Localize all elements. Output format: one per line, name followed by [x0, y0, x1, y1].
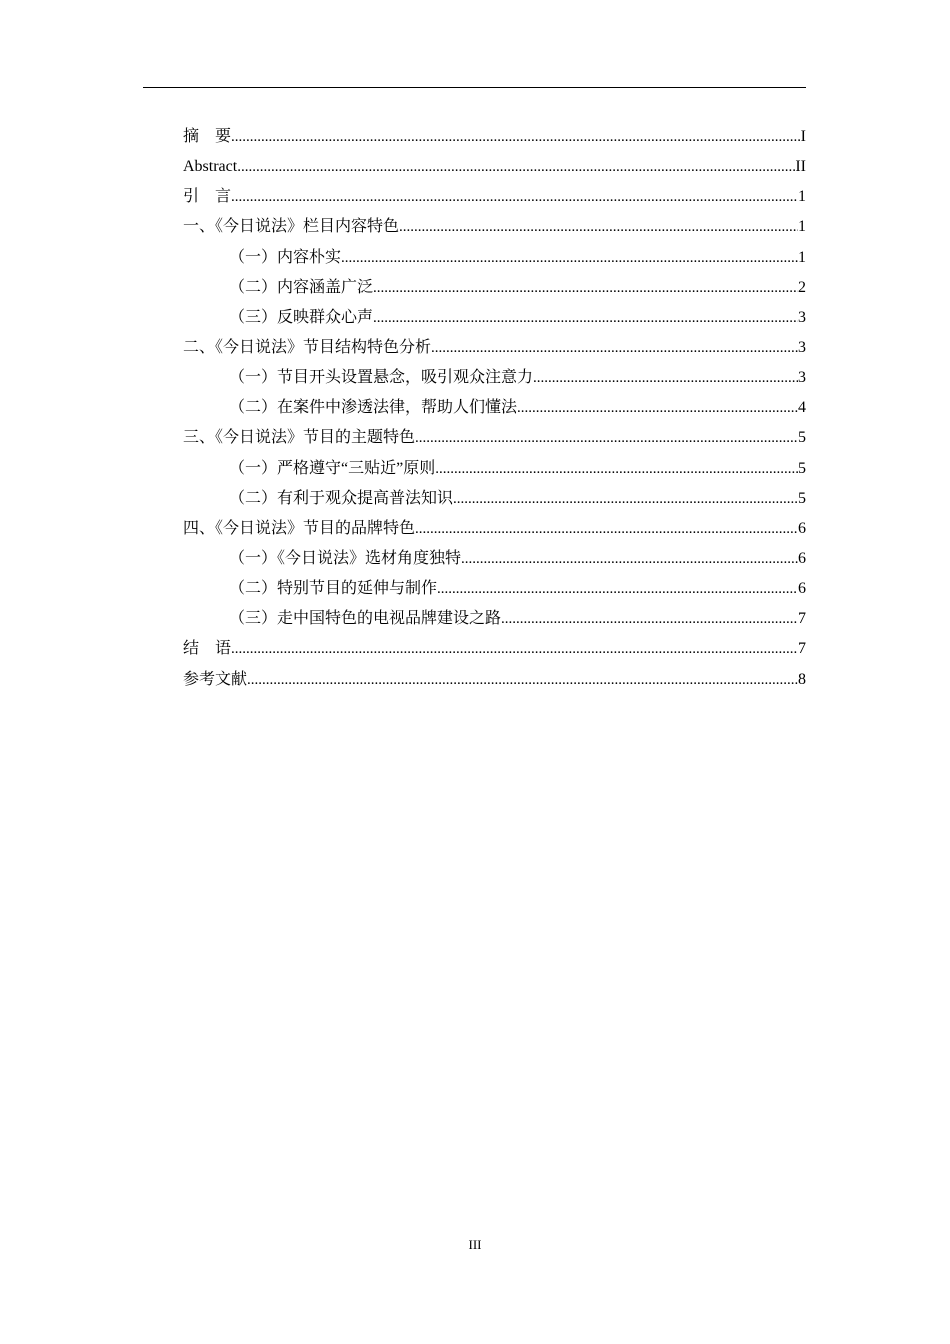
toc-page-number: 1: [798, 248, 806, 266]
toc-page-number: II: [795, 158, 806, 176]
toc-leader-dots: [399, 212, 798, 242]
page-number: III: [468, 1237, 482, 1252]
toc-entry-label: （一）《今日说法》选材角度独特: [229, 549, 462, 567]
toc-entry-label: （一）严格遵守“三贴近”原则: [229, 459, 436, 477]
toc-entry-label: Abstract: [183, 158, 238, 176]
toc-entry-introduction[interactable]: [183, 182, 806, 212]
toc-page-number: 5: [798, 429, 806, 447]
toc-entry-chapter-2[interactable]: [183, 333, 806, 363]
toc-leader-dots: [231, 182, 798, 212]
toc-entry-label: 二、《今日说法》节目结构特色分析: [183, 338, 432, 356]
toc-leader-dots: [231, 634, 798, 664]
toc-entry-label: （三）走中国特色的电视品牌建设之路: [229, 610, 502, 628]
toc-page-number: 2: [798, 278, 806, 296]
toc-entry-chapter-4[interactable]: [183, 514, 806, 544]
toc-page-number: 8: [798, 670, 806, 688]
toc-leader-dots: [415, 423, 798, 453]
toc-entry-label: （三）反映群众心声: [229, 308, 374, 326]
toc-page-number: 1: [798, 218, 806, 236]
toc-entry-references[interactable]: [183, 665, 806, 695]
toc-page-number: 5: [798, 489, 806, 507]
toc-entry-label: 摘 要: [183, 128, 232, 145]
toc-entry-abstract-cn[interactable]: [183, 122, 806, 152]
toc-leader-dots: [435, 454, 798, 484]
toc-leader-dots: [373, 303, 798, 333]
toc-entry-label: 参考文献: [183, 670, 248, 688]
header-rule: [143, 87, 806, 88]
toc-entry-section-2-2[interactable]: [183, 393, 806, 423]
toc-entry-label: 结 语: [183, 640, 232, 658]
table-of-contents: [183, 122, 806, 695]
toc-entry-section-1-3[interactable]: [183, 303, 806, 333]
toc-page-number: 4: [798, 399, 806, 417]
toc-page-number: 6: [798, 519, 806, 537]
toc-entry-conclusion[interactable]: [183, 634, 806, 664]
toc-entry-section-3-2[interactable]: [183, 484, 806, 514]
toc-entry-label: （二）在案件中渗透法律，帮助人们懂法: [229, 399, 518, 417]
toc-leader-dots: [517, 393, 798, 423]
toc-entry-label: 四、《今日说法》节目的品牌特色: [183, 519, 416, 537]
toc-page-number: 1: [798, 188, 806, 206]
toc-leader-dots: [501, 604, 798, 634]
toc-entry-label: 引 言: [183, 188, 232, 206]
toc-page-number: 6: [798, 580, 806, 598]
toc-entry-section-3-1[interactable]: [183, 454, 806, 484]
toc-entry-label: （二）有利于观众提高普法知识: [229, 489, 454, 507]
toc-page-number: 6: [798, 549, 806, 567]
toc-page-number: 5: [798, 459, 806, 477]
toc-entry-section-4-2[interactable]: [183, 574, 806, 604]
toc-entry-label: 一、《今日说法》栏目内容特色: [183, 218, 400, 236]
toc-leader-dots: [247, 665, 798, 695]
toc-page-number: 7: [798, 640, 806, 658]
toc-page-number: 7: [798, 610, 806, 628]
toc-leader-dots: [373, 273, 798, 303]
toc-entry-section-2-1[interactable]: [183, 363, 806, 393]
toc-leader-dots: [237, 152, 795, 182]
toc-leader-dots: [461, 544, 798, 574]
toc-entry-label: （一）内容朴实: [229, 248, 342, 266]
toc-entry-section-1-2[interactable]: [183, 273, 806, 303]
toc-entry-section-4-1[interactable]: [183, 544, 806, 574]
toc-page-number: I: [800, 128, 806, 145]
toc-entry-label: 三、《今日说法》节目的主题特色: [183, 429, 416, 447]
toc-leader-dots: [431, 333, 798, 363]
toc-leader-dots: [453, 484, 798, 514]
toc-entry-label: （一）节目开头设置悬念，吸引观众注意力: [229, 369, 534, 387]
toc-page-number: 3: [798, 308, 806, 326]
toc-leader-dots: [437, 574, 798, 604]
toc-entry-chapter-3[interactable]: [183, 423, 806, 453]
toc-leader-dots: [415, 514, 798, 544]
toc-entry-label: （二）内容涵盖广泛: [229, 278, 374, 296]
toc-page-number: 3: [798, 369, 806, 387]
toc-page-number: 3: [798, 338, 806, 356]
toc-leader-dots: [231, 122, 801, 152]
toc-entry-abstract-en[interactable]: [183, 152, 806, 182]
toc-leader-dots: [341, 243, 798, 273]
toc-entry-chapter-1[interactable]: [183, 212, 806, 242]
toc-leader-dots: [533, 363, 798, 393]
toc-entry-section-4-3[interactable]: [183, 604, 806, 634]
toc-entry-section-1-1[interactable]: [183, 243, 806, 273]
toc-entry-label: （二）特别节目的延伸与制作: [229, 580, 438, 598]
